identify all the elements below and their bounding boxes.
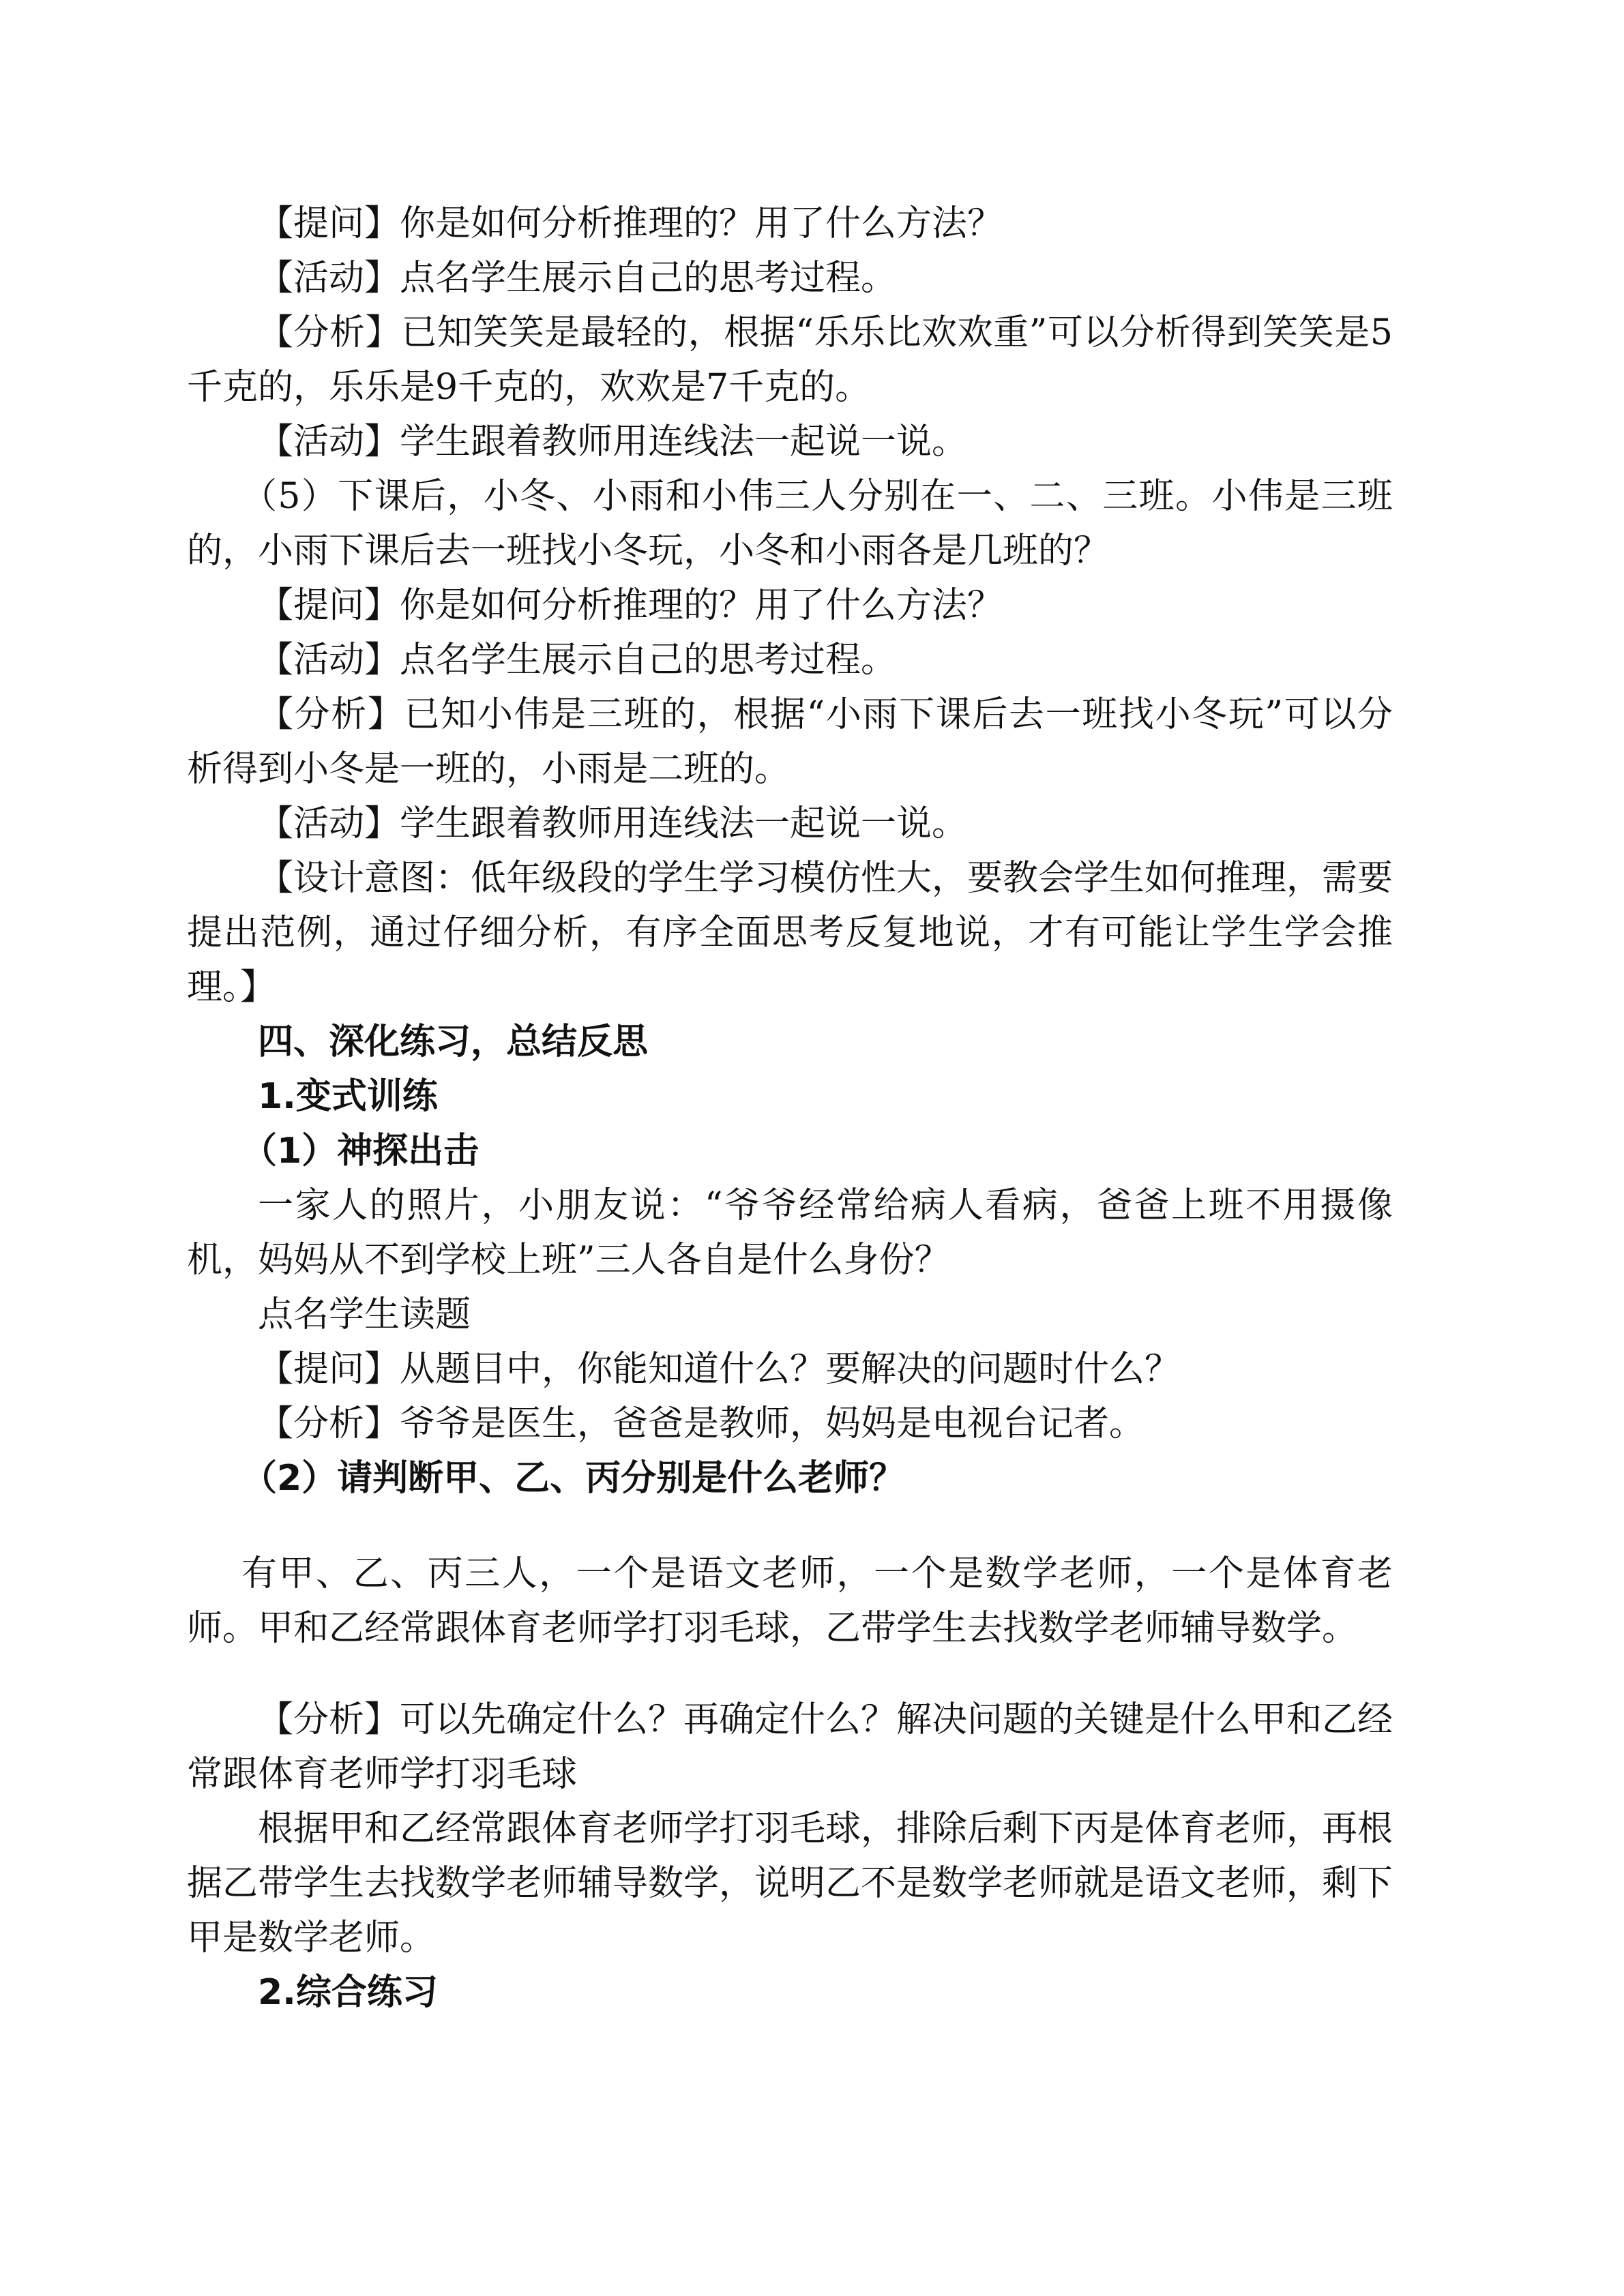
paragraph-question-2: 【提问】你是如何分析推理的？用了什么方法？ bbox=[258, 585, 1003, 626]
paragraph-activity-2: 【活动】学生跟着教师用连线法一起说一说。 bbox=[258, 421, 968, 462]
subsection-heading-variant-training: 1.变式训练 bbox=[258, 1076, 438, 1117]
paragraph-analysis-4: 【分析】可以先确定什么？再确定什么？解决问题的关键是什么甲和乙经常跟体育老师学打羽毛球 bbox=[187, 1699, 1393, 1795]
paragraph-design-intent: 【设计意图：低年级段的学生学习模仿性大，要教会学生如何推理，需要提出范例，通过仔细分析，有序全面思考反复地说，才有可能让学生学会推理。】 bbox=[187, 858, 1393, 1008]
paragraph-analysis-1: 【分析】已知笑笑是最轻的，根据“乐乐比欢欢重”可以分析得到笑笑是5千克的，乐乐是9千克的，欢欢是7千克的。 bbox=[187, 312, 1393, 408]
paragraph-activity-1: 【活动】点名学生展示自己的思考过程。 bbox=[258, 258, 897, 299]
spacer bbox=[187, 1506, 1393, 1547]
paragraph-family-problem: 一家人的照片，小朋友说：“爷爷经常给病人看病，爸爸上班不用摄像机，妈妈从不到学校上班”三人各自是什么身份？ bbox=[187, 1185, 1393, 1281]
subsubsection-heading-detective: （1）神探出击 bbox=[241, 1131, 479, 1172]
paragraph-activity-4: 【活动】学生跟着教师用连线法一起说一说。 bbox=[258, 803, 968, 844]
paragraph-question-3: 【提问】从题目中，你能知道什么？要解决的问题时什么？ bbox=[258, 1349, 1181, 1390]
spacer bbox=[187, 1656, 1393, 1693]
paragraph-question-1: 【提问】你是如何分析推理的？用了什么方法？ bbox=[258, 203, 1003, 244]
paragraph-problem-5: （5）下课后，小冬、小雨和小伟三人分别在一、二、三班。小伟是三班的，小雨下课后去一班找小冬玩，小冬和小雨各是几班的？ bbox=[187, 476, 1393, 571]
paragraph-analysis-2: 【分析】已知小伟是三班的，根据“小雨下课后去一班找小冬玩”可以分析得到小冬是一班的，小雨是二班的。 bbox=[187, 694, 1393, 790]
section-heading-4: 四、深化练习，总结反思 bbox=[258, 1022, 649, 1062]
document-body bbox=[187, 196, 1393, 2020]
paragraph-read-question: 点名学生读题 bbox=[258, 1294, 471, 1335]
paragraph-analysis-3: 【分析】爷爷是医生，爸爸是教师，妈妈是电视台记者。 bbox=[258, 1403, 1145, 1444]
paragraph-teachers-problem: 有甲、乙、丙三人，一个是语文老师，一个是数学老师，一个是体育老师。甲和乙经常跟体育老师学打羽毛球，乙带学生去找数学老师辅导数学。 bbox=[187, 1553, 1393, 1649]
subsubsection-heading-teachers: （2）请判断甲、乙、丙分别是什么老师？ bbox=[241, 1458, 905, 1499]
paragraph-activity-3: 【活动】点名学生展示自己的思考过程。 bbox=[258, 640, 897, 681]
subsection-heading-comprehensive: 2.综合练习 bbox=[258, 1972, 438, 2013]
paragraph-solution: 根据甲和乙经常跟体育老师学打羽毛球，排除后剩下丙是体育老师，再根据乙带学生去找数学老师辅导数学，说明乙不是数学老师就是语文老师，剩下甲是数学老师。 bbox=[187, 1808, 1393, 1958]
